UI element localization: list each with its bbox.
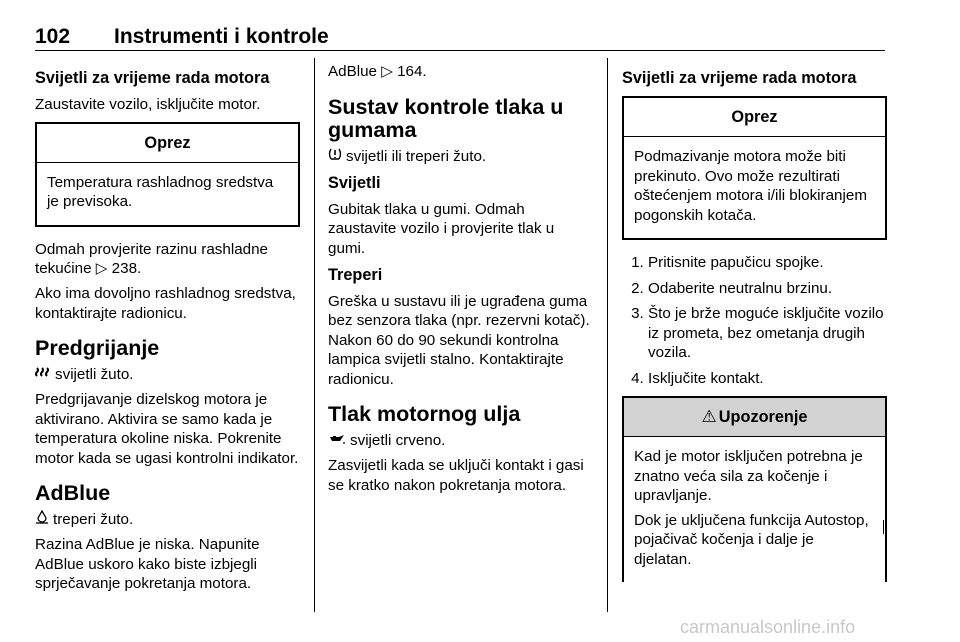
tire-pressure-icon	[328, 147, 342, 167]
icon-line: svijetli ili treperi žuto.	[328, 147, 593, 167]
icon-line: treperi žuto.	[35, 510, 300, 530]
paragraph: Greška u sustavu ili je ugrađena guma bez senzora tlaka (npr. rezervni kotač). Nakon 60 do 90 sekundi kontrolna lampica svijetli stalno. Kontaktirajte radionicu.	[328, 292, 590, 388]
watermark: carmanualsonline.info	[680, 617, 856, 637]
column-3	[622, 62, 887, 582]
warning-text: Kad je motor isključen potrebna je znatno veća sila za kočenje i upravljanje.	[634, 448, 863, 504]
warning-header	[624, 398, 885, 437]
adblue-icon	[35, 510, 49, 530]
glow-plug-icon	[35, 365, 51, 385]
section-title-tpms: Sustav kontrole tlaka u gumama	[328, 94, 564, 142]
caution-text: Temperatura rashladnog sredstva je previsoka.	[47, 173, 274, 210]
section-heading: Svijetli za vrijeme rada motora	[35, 69, 270, 87]
column-1	[35, 62, 300, 599]
steps-list	[622, 253, 887, 388]
subheading: Treperi	[328, 265, 383, 284]
section-title-preheat: Predgrijanje	[35, 336, 160, 360]
warning-title: Upozorenje	[718, 408, 808, 426]
paragraph: Ako ima dovoljno rashladnog sredstva, kontaktirajte radionicu.	[35, 285, 296, 322]
warning-box	[622, 396, 887, 582]
icon-line: svijetli crveno.	[328, 431, 593, 451]
section-heading: Svijetli za vrijeme rada motora	[622, 69, 857, 87]
section-title-adblue: AdBlue	[35, 481, 111, 505]
caution-title: Oprez	[624, 98, 885, 137]
section-title-oil: Tlak motornog ulja	[328, 402, 521, 426]
caution-box	[35, 122, 300, 227]
paragraph: Odmah provjerite razinu rashladne tekućine ▷ 238.	[35, 240, 268, 277]
list-item: 2. Odaberite neutralnu brzinu.	[648, 279, 887, 299]
intro-text: Zaustavite vozilo, isključite motor.	[35, 96, 261, 113]
caution-title: Oprez	[37, 124, 298, 163]
column-divider	[607, 58, 608, 612]
warning-text: Dok je uključena funkcija Autostop, pojačivač kočenja i dalje je djelatan.	[634, 511, 869, 568]
chapter-title: Instrumenti i kontrole	[114, 25, 329, 48]
paragraph: AdBlue ▷ 164.	[328, 63, 427, 80]
subheading: Svijetli	[328, 173, 381, 192]
list-item: 1. Pritisnite papučicu spojke.	[648, 253, 887, 273]
column-divider	[314, 58, 315, 612]
caution-text: Podmazivanje motora može biti prekinuto. Ovo može rezultirati oštećenjem motora i/ili blokiranjem pogonskih kotača.	[634, 148, 867, 224]
warning-triangle-icon: ⚠	[701, 407, 717, 426]
oil-can-icon	[328, 431, 346, 451]
page-header	[35, 20, 885, 51]
paragraph: Razina AdBlue je niska. Napunite AdBlue uskoro kako biste izbjegli sprječavanje pokretanja motora.	[35, 536, 260, 592]
list-item: 3. Što je brže moguće isključite vozilo iz prometa, bez ometanja drugih vozila.	[648, 304, 887, 363]
caution-box	[622, 96, 887, 240]
page-number: 102	[35, 25, 71, 48]
column-2	[328, 62, 593, 501]
paragraph: Zasvijetli kada se uključi kontakt i gasi se kratko nakon pokretanja motora.	[328, 457, 584, 494]
paragraph: Predgrijavanje dizelskog motora je aktivirano. Aktivira se samo kada je temperatura okoline niska. Pokrenite motor kada se ugasi kontrolni indikator.	[35, 391, 299, 467]
paragraph: Gubitak tlaka u gumi. Odmah zaustavite vozilo i provjerite tlak u gumi.	[328, 200, 555, 257]
icon-line: svijetli žuto.	[35, 365, 300, 385]
list-item: 4. Isključite kontakt.	[648, 369, 887, 389]
